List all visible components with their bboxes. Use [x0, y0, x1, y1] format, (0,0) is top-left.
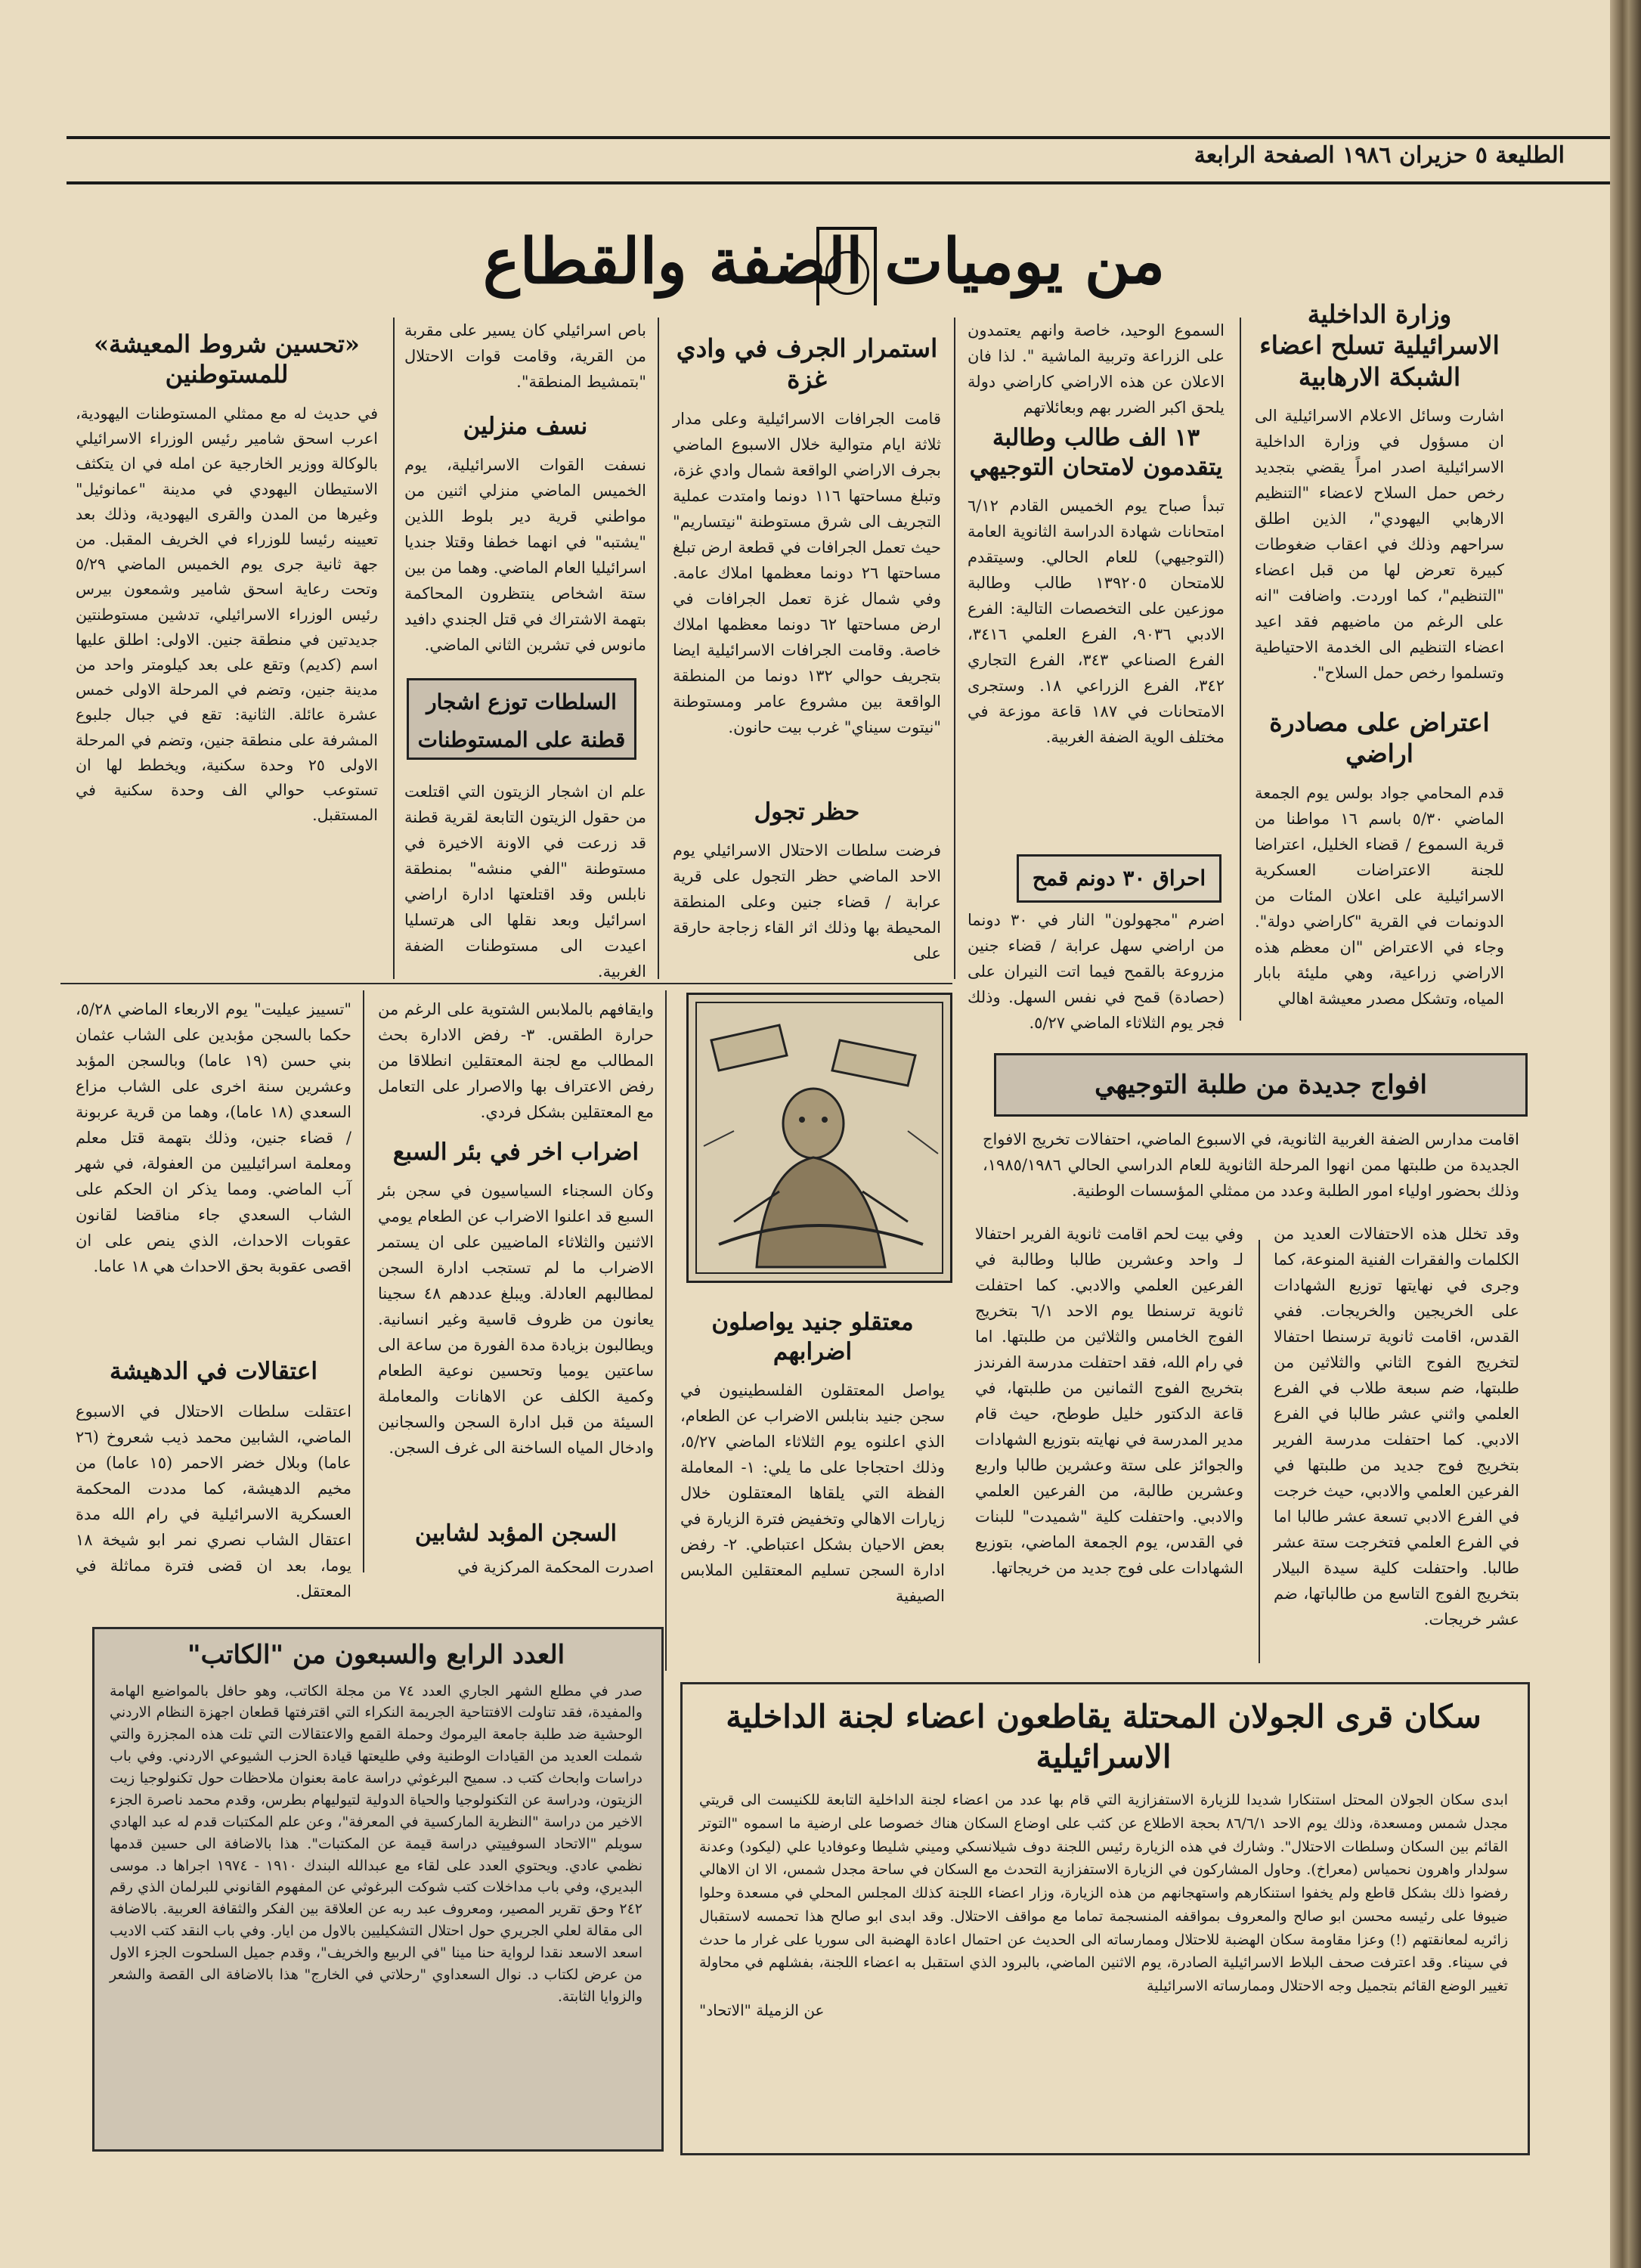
article-body: تبدأ صباح يوم الخميس القادم ٦/١٢ امتحانات شهادة الدراسة الثانوية العامة (التوجيهي) للعام الحالي. وسيتقدم للامتحان ١٣٩٢٠٥ طالب وطالبة موزعين على التخصصات التالية: الفرع الادبي ٩٠٣٦، الفرع العلمي ٣٤١٦، الفرع الصناعي ٣٤٣، الفرع التجاري ٣٤٢، الفرع الزراعي ١٨. وستجرى الامتحانات في ١٨٧ قاعة موزعة في مختلف الوية الضفة الغربية.: [968, 496, 1225, 746]
column-rule: [393, 318, 395, 979]
article-idrab-akhar: [378, 1138, 654, 1461]
article-sulutat: [404, 779, 646, 984]
article-tasyiz: [76, 996, 351, 1279]
article-body: وقد تخلل هذه الاحتفالات العديد من الكلمات والفقرات الفنية المنوعة، كما وجرى في نهايتها توزيع الشهادات على الخريجين والخريجات. ففي القدس، اقامت ثانوية ترسنطا احتفالا لتخريج الفوج الثاني والثلاثين من طلبتها، ضم سبعة طلاب في الفرع العلمي واثني عشر طالبا في الفرع الادبي. كما احتفلت مدرسة الفرير بتخريج فوج جديد من طلبتها في الفرعين العلمي والادبي، حيث خرجت في الفرع الادبي تسعة عشر طالبا اما في الفرع العلمي فتخرجت ستة عشر طالبا. واحتفلت كلية سيدة البيلار بتخريج الفوج التاسع من طالباتها، ضم عشر خريجات.: [1274, 1225, 1519, 1629]
article-body: يواصل المعتقلون الفلسطينيون في سجن جنيد بنابلس الاضراب عن الطعام، الذي اعلنوه يوم الثلاثاء الماضي ٥/٢٧، وذلك احتجاجا على ما يلي: ١- المعاملة الفظة التي يلقاها المعتقلون خلال زيارات الاهالي وتخفيض فترة الزيارة في بعض الاحيان بشكل اعتباطي. ٢- رفض ادارة السجن تسليم المعتقلين الملابس الصيفية: [680, 1380, 945, 1605]
article-body: السموع الوحيد، خاصة وانهم يعتمدون على الزراعة وتربية الماشية ". لذا فان الاعلان عن هذه الاراضي كاراضي دولة يلحق اكبر الضرر بهم وبعائلاتهم: [968, 321, 1225, 417]
article-ihraq: [968, 907, 1225, 1036]
column-rule: [954, 318, 955, 979]
masthead-title: من يوميات الضفة والقطاع: [482, 225, 1166, 298]
article-lead: اقامت مدارس الضفة الغربية الثانوية، في الاسبوع الماضي، احتفالات تخريج الافواج الجديدة من طلبتها ممن انهوا المرحلة الثانوية للعام الدراسي الحالي ١٩٨٥/١٩٨٦، وذلك بحضور اولياء امور الطلبة وعدد من ممثلي المؤسسات الوطنية.: [983, 1130, 1519, 1201]
article-title: ١٣ الف طالب وطالبة يتقدمون لامتحان التوجيهي: [969, 424, 1223, 481]
article-sijn-muabbad: [378, 1520, 654, 1580]
article-i3tiqalat: [76, 1357, 351, 1604]
ihraq-title-box: [1017, 854, 1221, 903]
article-title: اعتراض على مصادرة اراضي: [1269, 708, 1490, 769]
article-malabis: [378, 996, 654, 1125]
article-katib: [110, 1639, 642, 2008]
column-rule: [665, 990, 667, 1671]
article-body: "تسييز عيليت" يوم الاربعاء الماضي ٥/٢٨، حكما بالسجن مؤبدين على الشاب عثمان بني حسن (١٩ عاما) وبالسجن المؤبد وعشرين سنة اخرى على الشاب مزاع السعدي (١٨ عاما)، وهما من قرية عربونة / قضاء جنين، وذلك بتهمة قتل معلم ومعلمة اسرائيليين من العفولة، في شهر آب الماضي. ومما يذكر ان الحكم على الشاب السعدي جاء مناقضا لقانون عقوبات الاحداث، الذي ينص على ان اقصى عقوبة بحق الاحداث هي ١٨ عاما.: [76, 1000, 351, 1276]
article-body: قامت الجرافات الاسرائيلية وعلى مدار ثلاثة ايام متوالية خلال الاسبوع الماضي بجرف الاراضي الواقعة شمال وادي غزة، وتبلغ مساحتها ١١٦ دونما وامتدت عملية التجريف الى شرق مستوطنة "نيتساريم" حيث تعمل الجرافات في قطعة ارض تبلغ مساحتها ٢٦ دونما معظمها املاك عامة. وفي شمال غزة تعمل الجرافات في ارض مساحتها ٦٢ دونما معظمها املاك خاصة. وقامت الجرافات الاسرائيلية ايضا بتجريف حوالي ١٣٢ دونما من المنطقة الواقعة بين مشروع عامر ومستوطنة "نيتوت سيناي" غرب بيت حانون.: [673, 409, 942, 736]
article-title: السلطات توزع اشجار قطنة على المستوطنات: [417, 689, 626, 752]
article-i3tirad: [1255, 707, 1504, 1012]
article-basat: [404, 318, 646, 395]
article-title: اضراب اخر في بئر السبع: [392, 1139, 639, 1166]
article-mu3taqalu: [680, 1308, 945, 1609]
article-body: اعتقلت سلطات الاحتلال في الاسبوع الماضي، الشابين محمد ذيب شعروخ (٢٦ عاما) وبلال خضر الاحمر (١٥ عاما) من مخيم الدهيشة، كما مددت المحكمة العسكرية الاسرائيلية في رام الله مدة اعتقال الشاب نصري نمر ابو شيخة ١٨ يوما، بعد ان قضى فترة مماثلة في المعتقل.: [76, 1402, 351, 1600]
article-title: معتقلو جنيد يواصلون اضرابهم: [711, 1309, 914, 1365]
article-body: صدر في مطلع الشهر الجاري العدد ٧٤ من مجلة الكاتب، وهو حافل بالمواضيع الهامة والمفيدة، فقد تناولت الافتتاحية الجريمة النكراء التي اقترفتها قطعان اجهزة النظام الاردني الوحشية ضد طلبة جامعة اليرموك وحملة القمع والاعتقالات التي تلت هذه المجزرة والتي شملت العديد من القيادات الوطنية وفي طليعتها قيادة الحزب الشيوعي الاردني. وفي باب دراسات وابحاث كتب د. سميح البرغوثي دراسة عامة بعنوان ملاحظات حول تكنولوجيا زيت الزيتون، ودراسة عن التكنولوجيا والحياة الدولية لتيوليهام بطرس، وقدم محمد ناصرة الجزء الاخير من دراسة "النظرية الماركسية في المعرفة"، وعن علم المكتبات قدم له عبد الهادي سويلم "الاتحاد السوفييتي دراسة قيمة عن المكتبات". هذا بالاضافة الى حسين قدمها نظمي عادي. ويحتوي العدد على لقاء مع عبدالله البندك ١٩١٠ - ١٩٧٤ اجراها د. موسى البديري، وفي باب مداخلات كتب شوكت البرغوثي عن المفهوم القانوني للبرلمان الذي رقم ٢٤٢ وحق تقرير المصير، ومعروف عبد ربه عن العلاقة بين الفكر والثقافة العربية. بالاضافة الى مقالة لعلي الجريري حول احتلال التشكيليين بالاول من ايار. وفي باب النقد كتب الاديب اسعد الاسعد نقدا لرواية حنا مينا "في الربيع والخريف"، وقدم جميل السلحوت الجزء الاول من عرض لكتاب د. نوال السعداوي "رحلاتي في الخارج" هذا بالاضافة الى القصة والشعر والزوايا الثابتة.: [110, 1682, 643, 2005]
book-spine-edge: [1610, 0, 1641, 2268]
article-body: ابدى سكان الجولان المحتل استنكارا شديدا للزيارة الاستفزازية التي قام بها عدد من اعضاء لجنة الداخلية التابعة للكنيست الى قريتي مجدل شمس ومسعدة، وذلك يوم الاحد ٨٦/٦/١ بحجة الاطلاع عن كثب على اوضاع السكان هناك خصوصا على ارضية ما اسموه "التوتر القائم بين السكان وسلطات الاحتلال". وشارك في هذه الزيارة رئيس اللجنة دوف شيلانسكي وميني شليطا وعوفاديا علي (ليكود) وعدنة سولدار واهرون نحمياس (معراخ). وحاول المشاركون في الزيارة الاستفزازية التحدث مع السكان في ساحة مجدل شمس، الا ان الاهالي رفضوا ذلك بشكل قاطع ولم يخفوا استنكارهم واستهجانهم من هذه الزيارة، وزار اعضاء اللجنة كذلك المجلس المحلي في مسعدة وحلوا ضيوفا على رئيسه محسن ابو صالح والمعروف بمواقفه المنسجمة تماما مع مواقف الاحتلال. وقد ابدى ابو صالح هذا تحمسه لاستقبال زائريه لمعانقتهم (!) وعزا مقاومة سكان الهضبة للاحتلال وممارساته الى الحديث عن احتمال اعادة الهضبة الى سوريا على غرار ما حدث في سيناء. وقد اعترفت صحف البلاط الاسرائيلية الصادرة، يوم الاثنين الماضي، بالبرود الذي استقبل به اعضاء اللجنة، بفشلهم في محاولة تغيير الوضع القائم بتجميل وجه الاحتلال وممارساته الاسرائيلية: [699, 1792, 1508, 1995]
article-body: قدم المحامي جواد بولس يوم الجمعة الماضي ٥/٣٠ باسم ١٦ مواطنا من قرية السموع / قضاء الخليل، اعتراضا للجنة الاعتراضات العسكرية الاسرائيلية على اعلان المئات من الدونمات في القرية "كاراضي دولة". وجاء في الاعتراض "ان معظم هذه الاراضي زراعية، وهي مليئة بابار المياه، وتشكل مصدر معيشة اهالي: [1255, 783, 1504, 1008]
page-folio: الطليعة ٥ حزيران ١٩٨٦ الصفحة الرابعة: [1194, 142, 1565, 169]
article-title: استمرار الجرف في وادي غزة: [676, 333, 938, 395]
article-body: اضرم "مجهولون" النار في ٣٠ دونما من اراضي سهل عرابة / قضاء جنين مزروعة بالقمح فيما اتت النيران على (حصادة) قمح في نفس السهل. وذلك فجر يوم الثلاثاء الماضي ٥/٢٧.: [968, 911, 1225, 1033]
article-title: «تحسين شروط المعيشة» للمستوطنين: [94, 330, 360, 389]
article-title: حظر تجول: [754, 798, 860, 826]
column-rule: [658, 318, 659, 979]
article-title: احراق ٣٠ دونم قمح: [1032, 866, 1206, 891]
article-body: باص اسرائيلي كان يسير على مقربة من القرية، وقامت قوات الاحتلال "بتمشيط المنطقة".: [404, 321, 646, 392]
illustration-drawing: [689, 995, 950, 1281]
article-hazr: [673, 798, 941, 966]
article-afwaj-right: [1274, 1221, 1519, 1632]
article-wazara: [1255, 299, 1504, 686]
article-body: فرضت سلطات الاحتلال الاسرائيلي يوم الاحد الماضي حظر التجول على قرية عرابة / قضاء جنين وعلى المنطقة المحيطة بها وذلك اثر القاء زجاجة حارقة على: [673, 841, 941, 962]
article-title: السجن المؤبد لشابين: [414, 1520, 618, 1547]
article-title: نسف منزلين: [463, 413, 588, 440]
article-body: اصدرت المحكمة المركزية في: [457, 1557, 654, 1576]
top-rule: [67, 136, 1610, 139]
article-afwaj: [983, 1126, 1519, 1204]
column-rule: [1240, 318, 1241, 1021]
article-title: وزارة الداخلية الاسرائيلية تسلح اعضاء الشبكة الارهابية: [1259, 299, 1500, 392]
article-samou: [968, 318, 1225, 420]
article-title: سكان قرى الجولان المحتلة يقاطعون اعضاء لجنة الداخلية الاسرائيلية: [726, 1698, 1482, 1775]
afwaj-title-box: [994, 1053, 1528, 1117]
article-body: وايقافهم بالملابس الشتوية على الرغم من حرارة الطقس. ٣- رفض الادارة بحث المطالب مع لجنة المعتقلين انطلاقا من رفض الاعتراف بها والاصرار على التعامل مع المعتقلين بشكل فردي.: [378, 1000, 654, 1122]
column-rule: [1259, 1240, 1260, 1663]
article-body: نسفت القوات الاسرائيلية، يوم الخميس الماضي منزلي اثنين من مواطني قرية دير بلوط اللذين "يشتبه" في انهما خطفا وقتلا جنديا اسرائيليا العام الماضي. وهما من بين ستة اشخاص ينتظرون المحاكمة بتهمة الاشتراك في قتل الجندي دافيد مانوس في تشرين الثاني الماضي.: [404, 455, 646, 654]
article-golan: [699, 1697, 1508, 2019]
article-title: اعتقالات في الدهيشة: [109, 1358, 317, 1385]
article-body: في حديث له مع ممثلي المستوطنات اليهودية، اعرب اسحق شامير رئيس الوزراء الاسرائيلي بالوكالة ووزير الخارجية عن امله في ان يتكثف الاستيطان اليهودي في مدينة "عمانوئيل" وغيرها من المدن والقرى اليهودية، وذلك بعد تعيينه رئيسا للوزراء في الخريف المقبل. من جهة ثانية جرى يوم الخميس الماضي ٥/٢٩ وتحت رعاية اسحق شامير وشمعون بيرس رئيس الوزراء الاسرائيلي، تدشين مستوطنتين جديدتين في منطقة جنين. الاولى: اطلق عليها اسم (كديم) وتقع على بعد كيلومتر واحد من مدينة جنين، وتضم في المرحلة الاولى خمس عشرة عائلة. الثانية: تقع في جبال جلبوع المشرفة على منطقة جنين، وتضم في المرحلة الاولى ٢٥ وحدة سكنية، ويخطط لها ان تستوعب حوالي الف وحدة سكنية في المستقبل.: [76, 404, 379, 825]
illustration-image: [686, 993, 952, 1283]
article-jarf: [673, 333, 941, 740]
article-body: اشارت وسائل الاعلام الاسرائيلية الى ان مسؤول في وزارة الداخلية الاسرائيلية اصدر امراً يقضي بتجديد رخص حمل السلاح لاعضاء "التنظيم الارهابي اليهودي"، الذين اطلق سراحهم وذلك في اعقاب ضغوطات كبيرة تعرض لها من قبل اعضاء "التنظيم"، كما اوردت. واضافت "انه على الرغم من ماضيهم فقد اعيد اعضاء التنظيم الى الخدمة الاحتياطية وتسلموا رخص حمل السلاح".: [1255, 406, 1504, 682]
article-credit: عن الزميلة "الاتحاد": [699, 2000, 825, 2019]
article-body: وفي بيت لحم اقامت ثانوية الفرير احتفالا لـ واحد وعشرين طالبا وطالبة في الفرعين العلمي والادبي. كما احتفلت ثانوية ترسنطا يوم الاحد ٦/١ بتخريج الفوج الخامس والثلاثين من طلبتها. اما في رام الله، فقد احتفلت مدرسة الفرندز بتخريج الفوج الثمانين من طلبتها، في قاعة الدكتور خليل طوطح، حيث قام مدير المدرسة في نهايته بتوزيع الشهادات والجوائز على ستة وعشرين طالبا واربع وعشرين طالبة، من الفرعين العلمي والادبي. واحتفلت كلية "شميدت" للبنات في القدس، يوم الجمعة الماضي، بتوزيع الشهادات على فوج جديد من خريجاتها.: [975, 1225, 1243, 1578]
article-nasf: [404, 412, 646, 658]
article-tahsin: [76, 329, 378, 828]
article-title: افواج جديدة من طلبة التوجيهي: [1095, 1070, 1427, 1100]
folio-rule: [67, 181, 1610, 184]
article-body: وكان السجناء السياسيون في سجن بئر السبع قد اعلنوا الاضراب عن الطعام يومي الاثنين والثلاثاء الماضيين على ان يستمر الاضراب ما لم تستجب ادارة السجن لمطالبهم العادلة. ويبلغ عددهم ٤٨ سجينا يعانون من ظروف قاسية وغير انسانية. ويطالبون بزيادة مدة الفورة من ساعة الى ساعتين يوميا وتحسين نوعية الطعام وكمية الكلف عن الاهانات والمعاملة السيئة من قبل ادارة السجن والسجانين وادخال المياه الساخنة الى غرف السجن.: [378, 1181, 655, 1457]
sulutat-title-box: [407, 678, 636, 760]
article-title: العدد الرابع والسبعون من "الكاتب": [187, 1640, 565, 1670]
masthead-emblem: [816, 227, 877, 305]
article-tawjihi-13: [968, 423, 1225, 750]
article-afwaj-left: [975, 1221, 1243, 1581]
column-rule: [363, 990, 364, 1572]
article-body: علم ان اشجار الزيتون التي اقتلعت من حقول الزيتون التابعة لقرية قطنة قد زرعت في الاونة الاخيرة في مستوطنة "الفي منشه" بمنطقة نابلس وقد اقتلعتها ادارة اراضي اسرائيل وبعد نقلها الى هرتسليا اعيدت الى مستوطنات الضفة الغربية.: [404, 782, 646, 981]
